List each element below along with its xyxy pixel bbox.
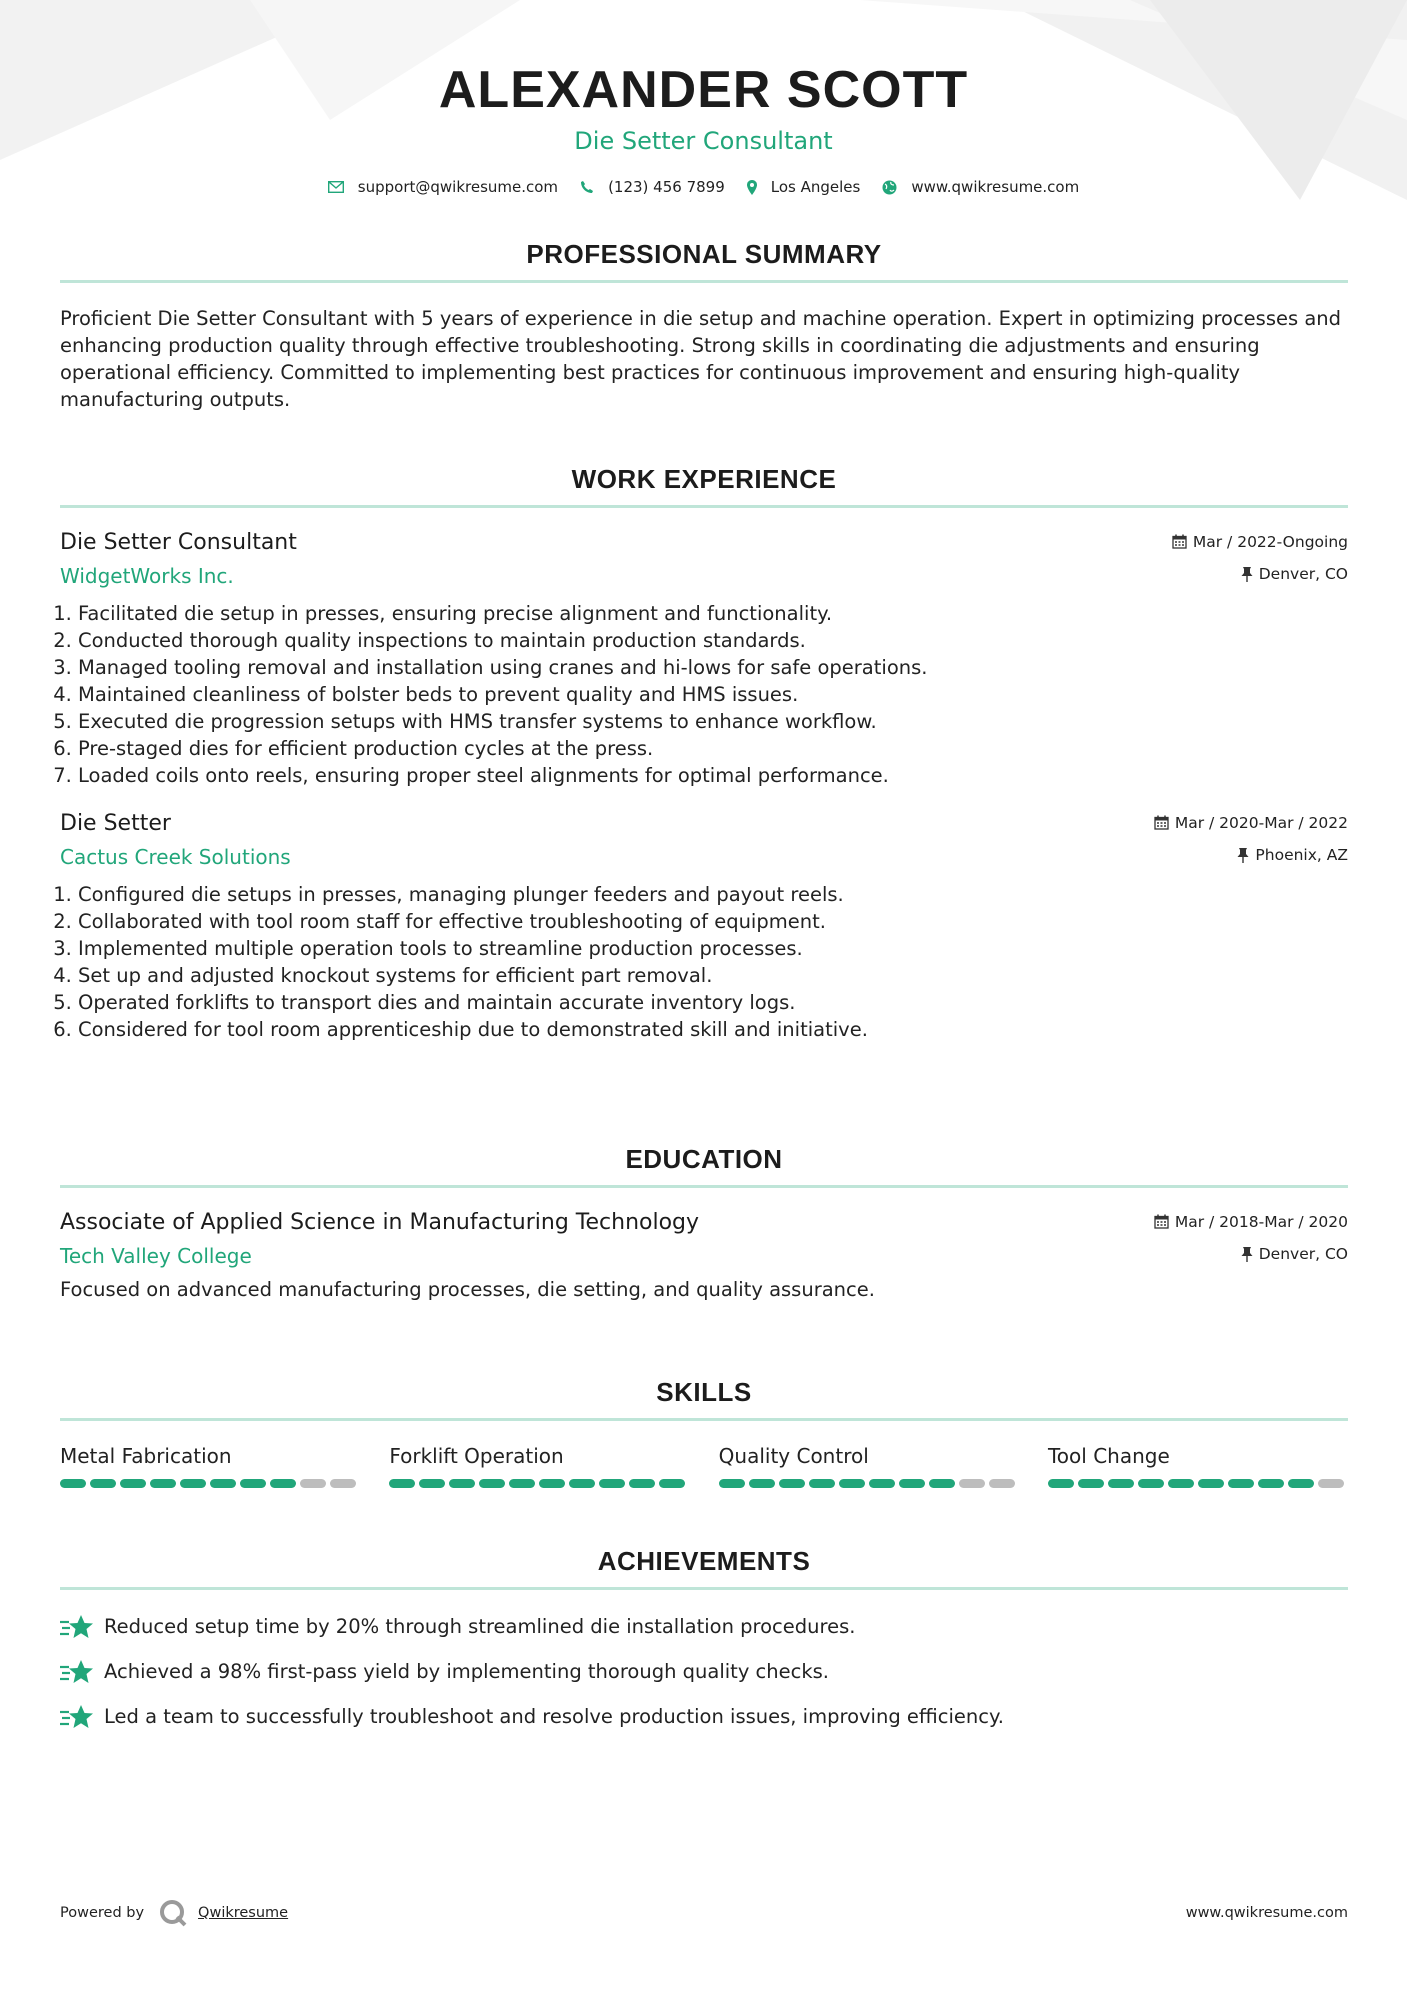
skill-segment-filled [509,1479,535,1488]
skill-segment-filled [270,1479,296,1488]
list-item: 3. Implemented multiple operation tools to streamline production processes. [78,935,1348,962]
map-pin-icon [747,180,757,195]
job-location-text: Phoenix, AZ [1255,846,1348,864]
skill-segment-filled [449,1479,475,1488]
pushpin-icon [1241,567,1253,582]
company-name: WidgetWorks Inc. [60,564,234,588]
skill-segment-filled [599,1479,625,1488]
contact-website[interactable] [882,178,1079,196]
skill-segment-filled [1258,1479,1284,1488]
skills-section [60,1376,1348,1488]
powered-by [60,1898,288,1928]
education-location-text: Denver, CO [1258,1245,1348,1263]
skill-segment-empty [1318,1479,1344,1488]
job-dates [1172,533,1348,551]
skill-item [60,1443,360,1488]
website-text: www.qwikresume.com [911,178,1080,196]
job-location-text: Denver, CO [1258,565,1348,583]
summary-heading: PROFESSIONAL SUMMARY [526,239,882,269]
skill-segment-filled [150,1479,176,1488]
skill-segment-filled [659,1479,685,1488]
skill-segment-empty [330,1479,356,1488]
job-location [1237,846,1348,864]
job-entry [60,528,1348,789]
education-description: Focused on advanced manufacturing processes, die setting, and quality assurance. [60,1278,875,1301]
candidate-name: ALEXANDER SCOTT [438,61,969,119]
summary-section [60,238,1348,413]
skill-segment-filled [389,1479,415,1488]
footer-website[interactable]: www.qwikresume.com [1185,1905,1348,1921]
list-item: 2. Collaborated with tool room staff for effective troubleshooting of equipment. [78,908,1348,935]
achievements-section [60,1545,1348,1739]
skills-list [60,1443,1348,1488]
skill-segment-filled [1048,1479,1074,1488]
star-icon [60,1614,94,1640]
degree-title: Associate of Applied Science in Manufacturing Technology [60,1210,700,1235]
skill-segment-filled [839,1479,865,1488]
location-text: Los Angeles [770,178,861,196]
globe-icon [882,180,897,195]
job-dates [1154,814,1348,832]
skill-item [719,1443,1019,1488]
list-item: 1. Facilitated die setup in presses, ensuring precise alignment and functionality. [78,600,1348,627]
skill-name: Tool Change [1047,1444,1170,1468]
skill-segment-filled [809,1479,835,1488]
school-name: Tech Valley College [60,1244,252,1268]
list-item: 1. Configured die setups in presses, managing plunger feeders and payout reels. [78,881,1348,908]
list-item: 5. Operated forklifts to transport dies and maintain accurate inventory logs. [78,989,1348,1016]
list-item: 5. Executed die progression setups with HMS transfer systems to enhance workflow. [78,708,1348,735]
list-item: 4. Set up and adjusted knockout systems for efficient part removal. [78,962,1348,989]
achievement-text: Achieved a 98% first-pass yield by implementing thorough quality checks. [104,1660,830,1683]
skill-segment-filled [1198,1479,1224,1488]
section-divider [60,1185,1348,1188]
skill-segment-filled [899,1479,925,1488]
skill-segment-filled [539,1479,565,1488]
skill-segment-filled [210,1479,236,1488]
achievement-text: Reduced setup time by 20% through streamlined die installation procedures. [104,1615,856,1638]
skill-segment-filled [1108,1479,1134,1488]
skill-segment-filled [60,1479,86,1488]
section-divider [60,505,1348,508]
skill-name: Quality Control [718,1444,869,1468]
skill-segment-filled [629,1479,655,1488]
skill-level-bar [60,1479,360,1488]
skill-segment-filled [479,1479,505,1488]
skill-segment-filled [1228,1479,1254,1488]
education-heading: EDUCATION [625,1144,783,1174]
list-item: 3. Managed tooling removal and installation using cranes and hi-lows for safe operations. [78,654,1348,681]
phone-icon [580,180,594,194]
skill-segment-filled [869,1479,895,1488]
calendar-icon [1154,1214,1169,1229]
skills-heading: SKILLS [656,1377,752,1407]
skill-segment-filled [1288,1479,1314,1488]
candidate-title: Die Setter Consultant [574,127,833,155]
section-divider [60,1587,1348,1590]
duty-list [60,881,1348,1043]
calendar-icon [1154,815,1169,830]
job-dates-text: Mar / 2020-Mar / 2022 [1174,813,1348,832]
skill-segment-filled [929,1479,955,1488]
brand-link[interactable]: Qwikresume [198,1905,289,1921]
list-item: 2. Conducted thorough quality inspections to maintain production standards. [78,627,1348,654]
education-entry [60,1208,1348,1303]
contact-phone[interactable] [580,178,725,196]
education-dates-text: Mar / 2018-Mar / 2020 [1174,1212,1348,1231]
job-entry [60,809,1348,1043]
skill-segment-filled [569,1479,595,1488]
skill-level-bar [719,1479,1019,1488]
company-name: Cactus Creek Solutions [60,845,291,869]
experience-heading: WORK EXPERIENCE [571,464,837,494]
skill-name: Forklift Operation [389,1444,564,1468]
education-dates [1154,1213,1348,1231]
skill-segment-filled [120,1479,146,1488]
contact-location [747,178,861,196]
job-location [1241,565,1348,583]
skill-segment-filled [719,1479,745,1488]
pushpin-icon [1241,1247,1253,1262]
star-icon [60,1659,94,1685]
pushpin-icon [1237,848,1249,863]
achievement-item [60,1604,1348,1649]
section-divider [60,1418,1348,1421]
list-item: 6. Considered for tool room apprenticeship due to demonstrated skill and initiative. [78,1016,1348,1043]
skill-segment-filled [180,1479,206,1488]
list-item: 4. Maintained cleanliness of bolster beds to prevent quality and HMS issues. [78,681,1348,708]
skill-segment-filled [419,1479,445,1488]
skill-item [389,1443,689,1488]
skill-segment-filled [1168,1479,1194,1488]
achievement-list [60,1604,1348,1739]
skill-segment-filled [1138,1479,1164,1488]
achievements-heading: ACHIEVEMENTS [597,1546,811,1576]
job-title: Die Setter Consultant [60,530,297,555]
list-item: 7. Loaded coils onto reels, ensuring proper steel alignments for optimal performance. [78,762,1348,789]
skill-segment-empty [959,1479,985,1488]
achievement-item [60,1649,1348,1694]
skill-item [1048,1443,1348,1488]
education-section [60,1143,1348,1303]
star-icon [60,1704,94,1730]
qwikresume-logo-icon [158,1898,188,1928]
email-text: support@qwikresume.com [357,178,559,196]
experience-section [60,463,1348,1043]
skill-level-bar [389,1479,689,1488]
envelope-icon [328,181,344,193]
contact-email[interactable] [328,178,558,196]
calendar-icon [1172,534,1187,549]
powered-by-label: Powered by [60,1905,145,1921]
resume-header [0,58,1407,196]
achievement-item [60,1694,1348,1739]
achievement-text: Led a team to successfully troubleshoot and resolve production issues, improving efficiency. [104,1705,1004,1728]
skill-segment-filled [90,1479,116,1488]
skill-segment-filled [749,1479,775,1488]
skill-segment-filled [1078,1479,1104,1488]
skill-segment-filled [779,1479,805,1488]
list-item: 6. Pre-staged dies for efficient production cycles at the press. [78,735,1348,762]
skill-name: Metal Fabrication [60,1444,232,1468]
job-title: Die Setter [60,811,171,836]
education-location [1241,1245,1348,1263]
section-divider [60,280,1348,283]
skill-level-bar [1048,1479,1348,1488]
skill-segment-empty [989,1479,1015,1488]
page-footer [60,1898,1348,1928]
phone-text: (123) 456 7899 [608,178,725,196]
job-dates-text: Mar / 2022-Ongoing [1192,532,1348,551]
skill-segment-empty [300,1479,326,1488]
contact-bar [0,178,1407,196]
duty-list [60,600,1348,789]
skill-segment-filled [240,1479,266,1488]
summary-text: Proficient Die Setter Consultant with 5 years of experience in die setup and machine operation. Expert in optimizing processes and enhancing production quality through effective troubleshooting. Strong skills in coordinating die adjustments and ensuring operational efficiency. Committed to implementing best practices for continuous improvement and ensuring high-quality manufacturing outputs. [60,307,1342,411]
